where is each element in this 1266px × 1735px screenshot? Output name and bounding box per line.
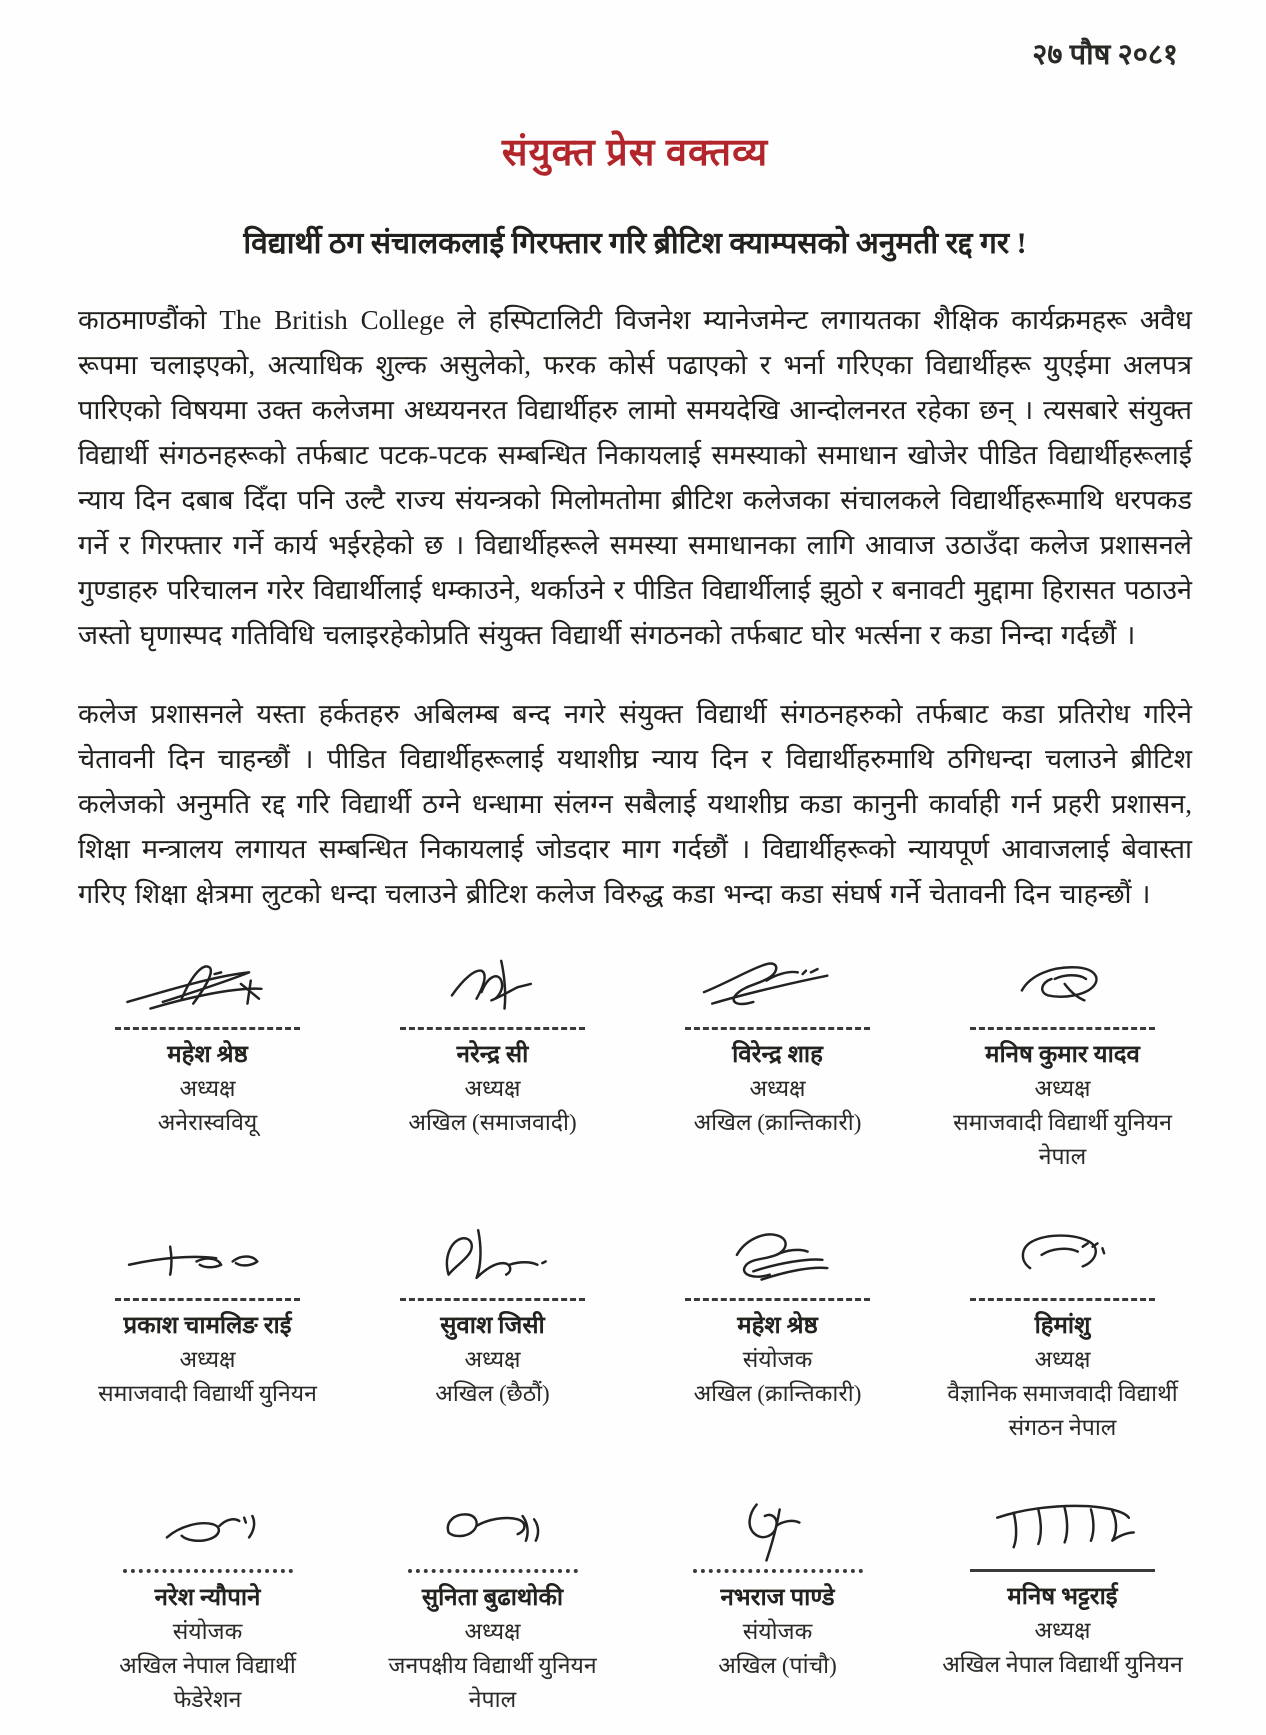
signature-block	[363, 1222, 622, 1445]
signatory-title: अध्यक्ष	[1034, 1076, 1091, 1101]
signature-image	[678, 1222, 878, 1296]
signatory-name: सुनिता बुढाथोकी	[421, 1585, 564, 1611]
signature-image	[393, 951, 593, 1025]
signatory-title: संयोजक	[172, 1619, 243, 1644]
signature-image	[678, 951, 878, 1025]
signatory-name: विरेन्द्र शाह	[732, 1042, 823, 1068]
signature-line	[115, 1298, 300, 1301]
signature-image	[108, 1493, 308, 1567]
paragraph-1: काठमाण्डौंको The British College ले हस्पिटालिटी विजनेश म्यानेजमेन्ट लगायतका शैक्षिक कार्यक्रमहरू अवैध रूपमा चलाइएको, अत्याधिक शुल्क असुलेको, फरक कोर्स पढाएको र भर्ना गरिएका विद्यार्थीहरू युएईमा अलपत्र पारिएको विषयमा उक्त कलेजमा अध्ययनरत विद्यार्थीहरु लामो समयदेखि आन्दोलनरत रहेका छन् । त्यसबारे संयुक्त विद्यार्थी संगठनहरूको तर्फबाट पटक-पटक सम्बन्धित निकायलाई समस्याको समाधान खोजेर पीडित विद्यार्थीहरूलाई न्याय दिन दबाब दिँदा पनि उल्टै राज्य संयन्त्रको मिलोमतोमा ब्रीटिश कलेजका संचालकले विद्यार्थीहरूमाथि धरपकड गर्ने र गिरफ्तार गर्ने कार्य भईरहेको छ । विद्यार्थीहरूले समस्या समाधानका लागि आवाज उठाउँदा कलेज प्रशासनले गुण्डाहरु परिचालन गरेर विद्यार्थीलाई धम्काउने, थर्काउने र पीडित विद्यार्थीलाई झुठो र बनावटी मुद्दामा हिरासत पठाउने जस्तो घृणास्पद गतिविधि चलाइरहेकोप्रति संयुक्त विद्यार्थी संगठनको तर्फबाट घोर भर्त्सना र कडा निन्दा गर्दछौं ।	[78, 305, 1192, 650]
signature-block	[648, 1493, 907, 1717]
signatory-organization: वैज्ञानिक समाजवादी विद्यार्थी संगठन नेपाल	[947, 1381, 1178, 1440]
signatory-name: महेश श्रेष्ठ	[167, 1042, 248, 1068]
signatory-name: मनिष भट्टराई	[1007, 1584, 1118, 1610]
signature-block	[933, 951, 1192, 1174]
signatory-title: अध्यक्ष	[179, 1347, 236, 1372]
signatory-title: संयोजक	[742, 1347, 813, 1372]
signature-line	[693, 1569, 863, 1573]
signatory-name: प्रकाश चामलिङ राई	[123, 1313, 292, 1339]
signature-block	[78, 1222, 337, 1445]
document-title: संयुक्त प्रेस वक्तव्य	[501, 132, 769, 174]
signatory-organization: अखिल (समाजवादी)	[408, 1110, 577, 1135]
signature-image	[963, 951, 1163, 1025]
signature-block	[933, 1222, 1192, 1445]
signature-line	[970, 1027, 1155, 1030]
document-subtitle: विद्यार्थी ठग संचालकलाई गिरफ्तार गरि ब्रीटिश क्याम्पसको अनुमती रद्द गर !	[243, 227, 1027, 260]
signatory-name: हिमांशु	[1034, 1313, 1091, 1339]
signature-block	[363, 1493, 622, 1717]
signature-image	[393, 1222, 593, 1296]
signature-image	[963, 1222, 1163, 1296]
signatory-organization: अखिल (पांचौ)	[718, 1653, 837, 1678]
signatory-title: अध्यक्ष	[749, 1076, 806, 1101]
signature-line	[123, 1569, 293, 1573]
signature-block	[648, 1222, 907, 1445]
signatory-name: महेश श्रेष्ठ	[737, 1313, 818, 1339]
signatory-title: संयोजक	[742, 1619, 813, 1644]
signatory-organization: अखिल (क्रान्तिकारी)	[693, 1381, 862, 1406]
signature-block	[648, 951, 907, 1174]
signature-image	[678, 1493, 878, 1567]
signatory-organization: समाजवादी विद्यार्थी युनियन	[98, 1381, 317, 1406]
signatory-organization: अखिल नेपाल विद्यार्थी फेडेरेशन	[119, 1653, 296, 1712]
signature-line	[400, 1027, 585, 1030]
signature-image	[393, 1493, 593, 1567]
signature-line	[408, 1569, 578, 1573]
signatory-name: नभराज पाण्डे	[720, 1585, 835, 1611]
signatory-title: अध्यक्ष	[464, 1347, 521, 1372]
signature-line	[685, 1298, 870, 1301]
signatory-title: अध्यक्ष	[464, 1619, 521, 1644]
signature-image	[108, 1222, 308, 1296]
signature-line	[970, 1298, 1155, 1301]
signatory-title: अध्यक्ष	[464, 1076, 521, 1101]
signature-block	[363, 951, 622, 1174]
signatory-organization: अखिल (क्रान्तिकारी)	[693, 1110, 862, 1135]
signatory-name: नरेन्द्र सी	[456, 1042, 529, 1068]
signature-block	[78, 951, 337, 1174]
signatory-organization: अखिल (छैठौं)	[435, 1381, 550, 1406]
signatory-name: सुवाश जिसी	[440, 1313, 545, 1339]
signatory-organization: जनपक्षीय विद्यार्थी युनियन नेपाल	[388, 1653, 597, 1712]
document-date: २७ पौष २०८१	[1032, 39, 1178, 71]
signatory-title: अध्यक्ष	[1034, 1618, 1091, 1643]
signature-line	[115, 1027, 300, 1030]
signatory-title: अध्यक्ष	[179, 1076, 236, 1101]
signatory-organization: अनेरास्ववियू	[157, 1110, 258, 1135]
signature-block	[78, 1493, 337, 1717]
signature-line	[970, 1569, 1155, 1572]
signatory-organization: समाजवादी विद्यार्थी युनियन नेपाल	[953, 1110, 1172, 1169]
signatory-name: नरेश न्यौपाने	[154, 1585, 261, 1611]
signature-image	[963, 1493, 1163, 1567]
signatory-title: अध्यक्ष	[1034, 1347, 1091, 1372]
signature-line	[685, 1027, 870, 1030]
signature-line	[400, 1298, 585, 1301]
signature-image	[108, 951, 308, 1025]
signature-grid	[78, 951, 1192, 1717]
signatory-name: मनिष कुमार यादव	[985, 1042, 1140, 1068]
signature-block	[933, 1493, 1192, 1717]
paragraph-2: कलेज प्रशासनले यस्ता हर्कतहरु अबिलम्ब बन्द नगरे संयुक्त विद्यार्थी संगठनहरुको तर्फबाट कडा प्रतिरोध गरिने चेतावनी दिन चाहन्छौं । पीडित विद्यार्थीहरूलाई यथाशीघ्र न्याय दिन र विद्यार्थीहरुमाथि ठगिधन्दा चलाउने ब्रीटिश कलेजको अनुमति रद्द गरि विद्यार्थी ठग्ने धन्धामा संलग्न सबैलाई यथाशीघ्र कडा कानुनी कार्वाही गर्न प्रहरी प्रशासन, शिक्षा मन्त्रालय लगायत सम्बन्धित निकायलाई जोडदार माग गर्दछौं । विद्यार्थीहरूको न्यायपूर्ण आवाजलाई बेवास्ता गरिए शिक्षा क्षेत्रमा लुटको धन्दा चलाउने ब्रीटिश कलेज विरुद्ध कडा भन्दा कडा संघर्ष गर्ने चेतावनी दिन चाहन्छौं ।	[78, 699, 1192, 909]
signatory-organization: अखिल नेपाल विद्यार्थी युनियन	[942, 1652, 1183, 1677]
